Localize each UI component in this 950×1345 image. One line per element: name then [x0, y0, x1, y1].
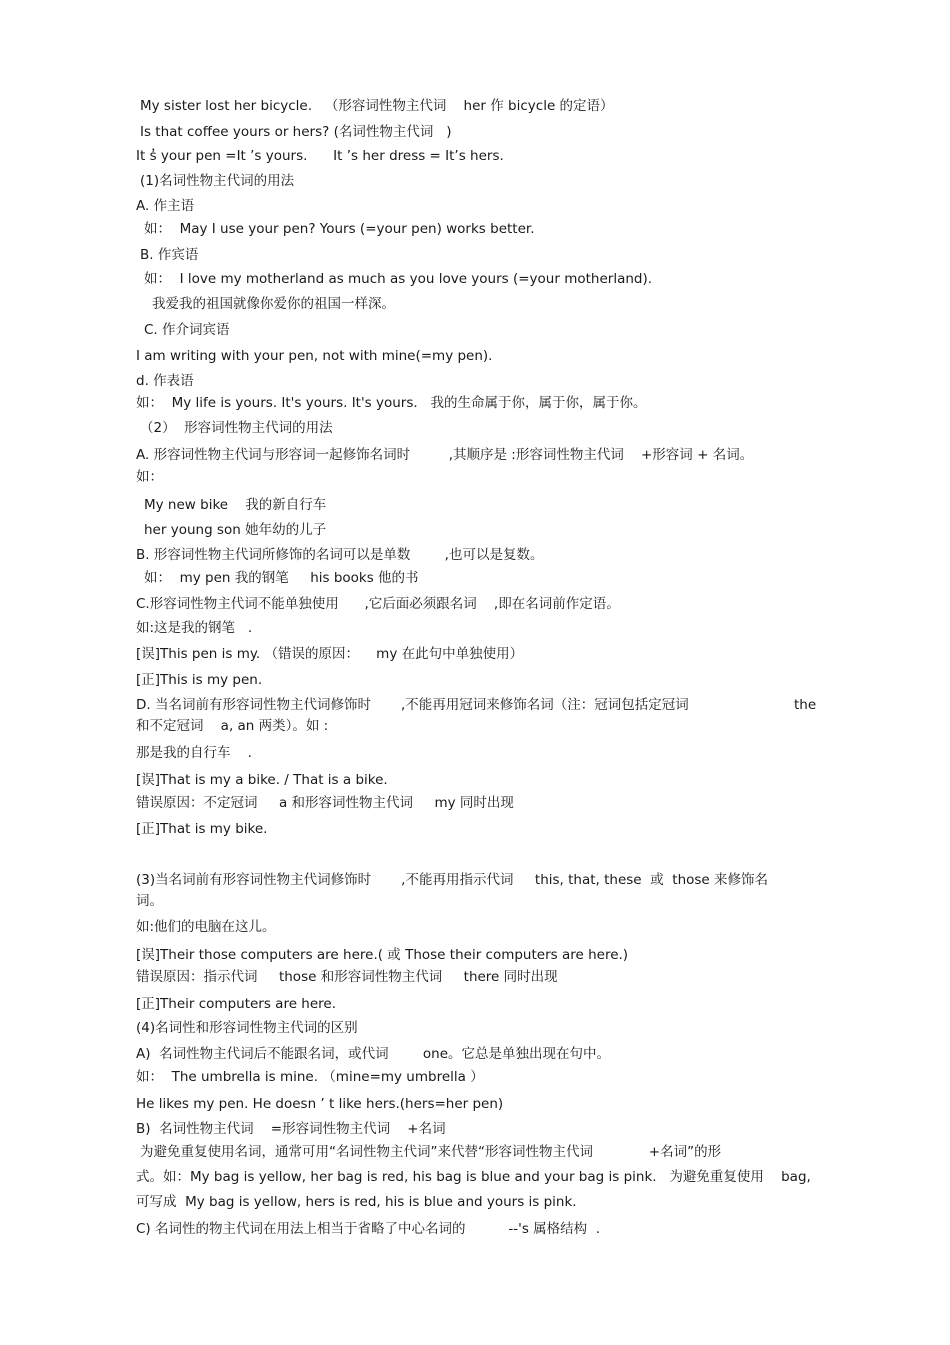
text-line: 错误原因：不定冠词 a 和形容词性物主代词 my 同时出现: [136, 795, 514, 811]
text-line: 那是我的自行车 .: [136, 745, 252, 761]
text-line: 如： My life is yours. It's yours. It's yours. 我的生命属于你，属于你，属于你。: [136, 395, 647, 411]
text-line: 如:他们的电脑在这儿。: [136, 919, 276, 935]
text-line: [正]This is my pen.: [136, 672, 263, 688]
text-line: 如： The umbrella is mine. （mine=my umbrella ）: [136, 1069, 484, 1085]
text-line: A. 作主语: [136, 198, 195, 214]
text-line: I am writing with your pen, not with mine(=my pen).: [136, 348, 493, 364]
text-line: C. 作介词宾语: [144, 322, 230, 338]
text-line: 和不定冠词 a, an 两类）。如 :: [136, 718, 329, 734]
text-line: It s̓ your pen =It ’s yours. It ’s her dress = It’s hers.: [136, 148, 504, 164]
text-line: d. 作表语: [136, 373, 194, 389]
text-line: My new bike 我的新自行车: [144, 497, 327, 513]
text-line: B. 作宾语: [140, 247, 199, 263]
text-line: 我爱我的祖国就像你爱你的祖国一样深。: [152, 296, 395, 312]
text-line: 可写成 My bag is yellow, hers is red, his is blue and yours is pink.: [136, 1194, 577, 1210]
text-line: 如：: [136, 469, 163, 485]
text-line: He likes my pen. He doesn ’ t like hers.(hers=her pen): [136, 1096, 504, 1112]
text-line: 错误原因：指示代词 those 和形容词性物主代词 there 同时出现: [136, 969, 558, 985]
text-line: [误]That is my a bike. / That is a bike.: [136, 772, 388, 788]
text-line: [正]Their computers are here.: [136, 996, 337, 1012]
text-line: [误]Their those computers are here.( 或 Those their computers are here.): [136, 947, 629, 963]
text-line: 如:这是我的钢笔 .: [136, 620, 253, 636]
text-line: [误]This pen is my. （错误的原因： my 在此句中单独使用）: [136, 646, 524, 662]
text-line: (4)名词性和形容词性物主代词的区别: [136, 1020, 358, 1036]
text-line: (3)当名词前有形容词性物主代词修饰时 ,不能再用指示代词 this, that, these 或 those 来修饰名: [136, 872, 769, 888]
text-line: C) 名词性的物主代词在用法上相当于省略了中心名词的 --'s 属格结构 .: [136, 1221, 601, 1237]
text-line: [正]That is my bike.: [136, 821, 268, 837]
text-line: 为避免重复使用名词，通常可用“名词性物主代词”来代替“形容词性物主代词 +名词”的形: [140, 1144, 722, 1160]
text-line: B. 形容词性物主代词所修饰的名词可以是单数 ,也可以是复数。: [136, 547, 544, 563]
text-line: 如： I love my motherland as much as you love yours (=your motherland).: [144, 271, 653, 287]
text-line: B) 名词性物主代词 =形容词性物主代词 +名词: [136, 1121, 446, 1137]
text-line: the: [794, 697, 817, 713]
text-line: C.形容词性物主代词不能单独使用 ,它后面必须跟名词 ,即在名词前作定语。: [136, 596, 620, 612]
text-line: My sister lost her bicycle. （形容词性物主代词 her 作 bicycle 的定语）: [140, 98, 614, 114]
text-line: （2） 形容词性物主代词的用法: [140, 420, 333, 436]
text-line: 式。如：My bag is yellow, her bag is red, his bag is blue and your bag is pink. 为避免重复使用 bag,: [136, 1169, 811, 1185]
text-line: Is that coffee yours or hers? (名词性物主代词 ): [140, 124, 452, 140]
text-line: 如： my pen 我的钢笔 his books 他的书: [144, 570, 419, 586]
text-line: (1)名词性物主代词的用法: [140, 173, 295, 189]
text-line: 如： May I use your pen? Yours (=your pen) works better.: [144, 221, 535, 237]
text-line: D. 当名词前有形容词性物主代词修饰时 ,不能再用冠词来修饰名词（注：冠词包括定冠词: [136, 697, 689, 713]
text-line: A. 形容词性物主代词与形容词一起修饰名词时 ,其顺序是 :形容词性物主代词 +形容词 + 名词。: [136, 447, 754, 463]
text-line: A) 名词性物主代词后不能跟名词，或代词 one。它总是单独出现在句中。: [136, 1046, 611, 1062]
text-line: 词。: [136, 893, 163, 909]
text-line: her young son 她年幼的儿子: [144, 522, 327, 538]
